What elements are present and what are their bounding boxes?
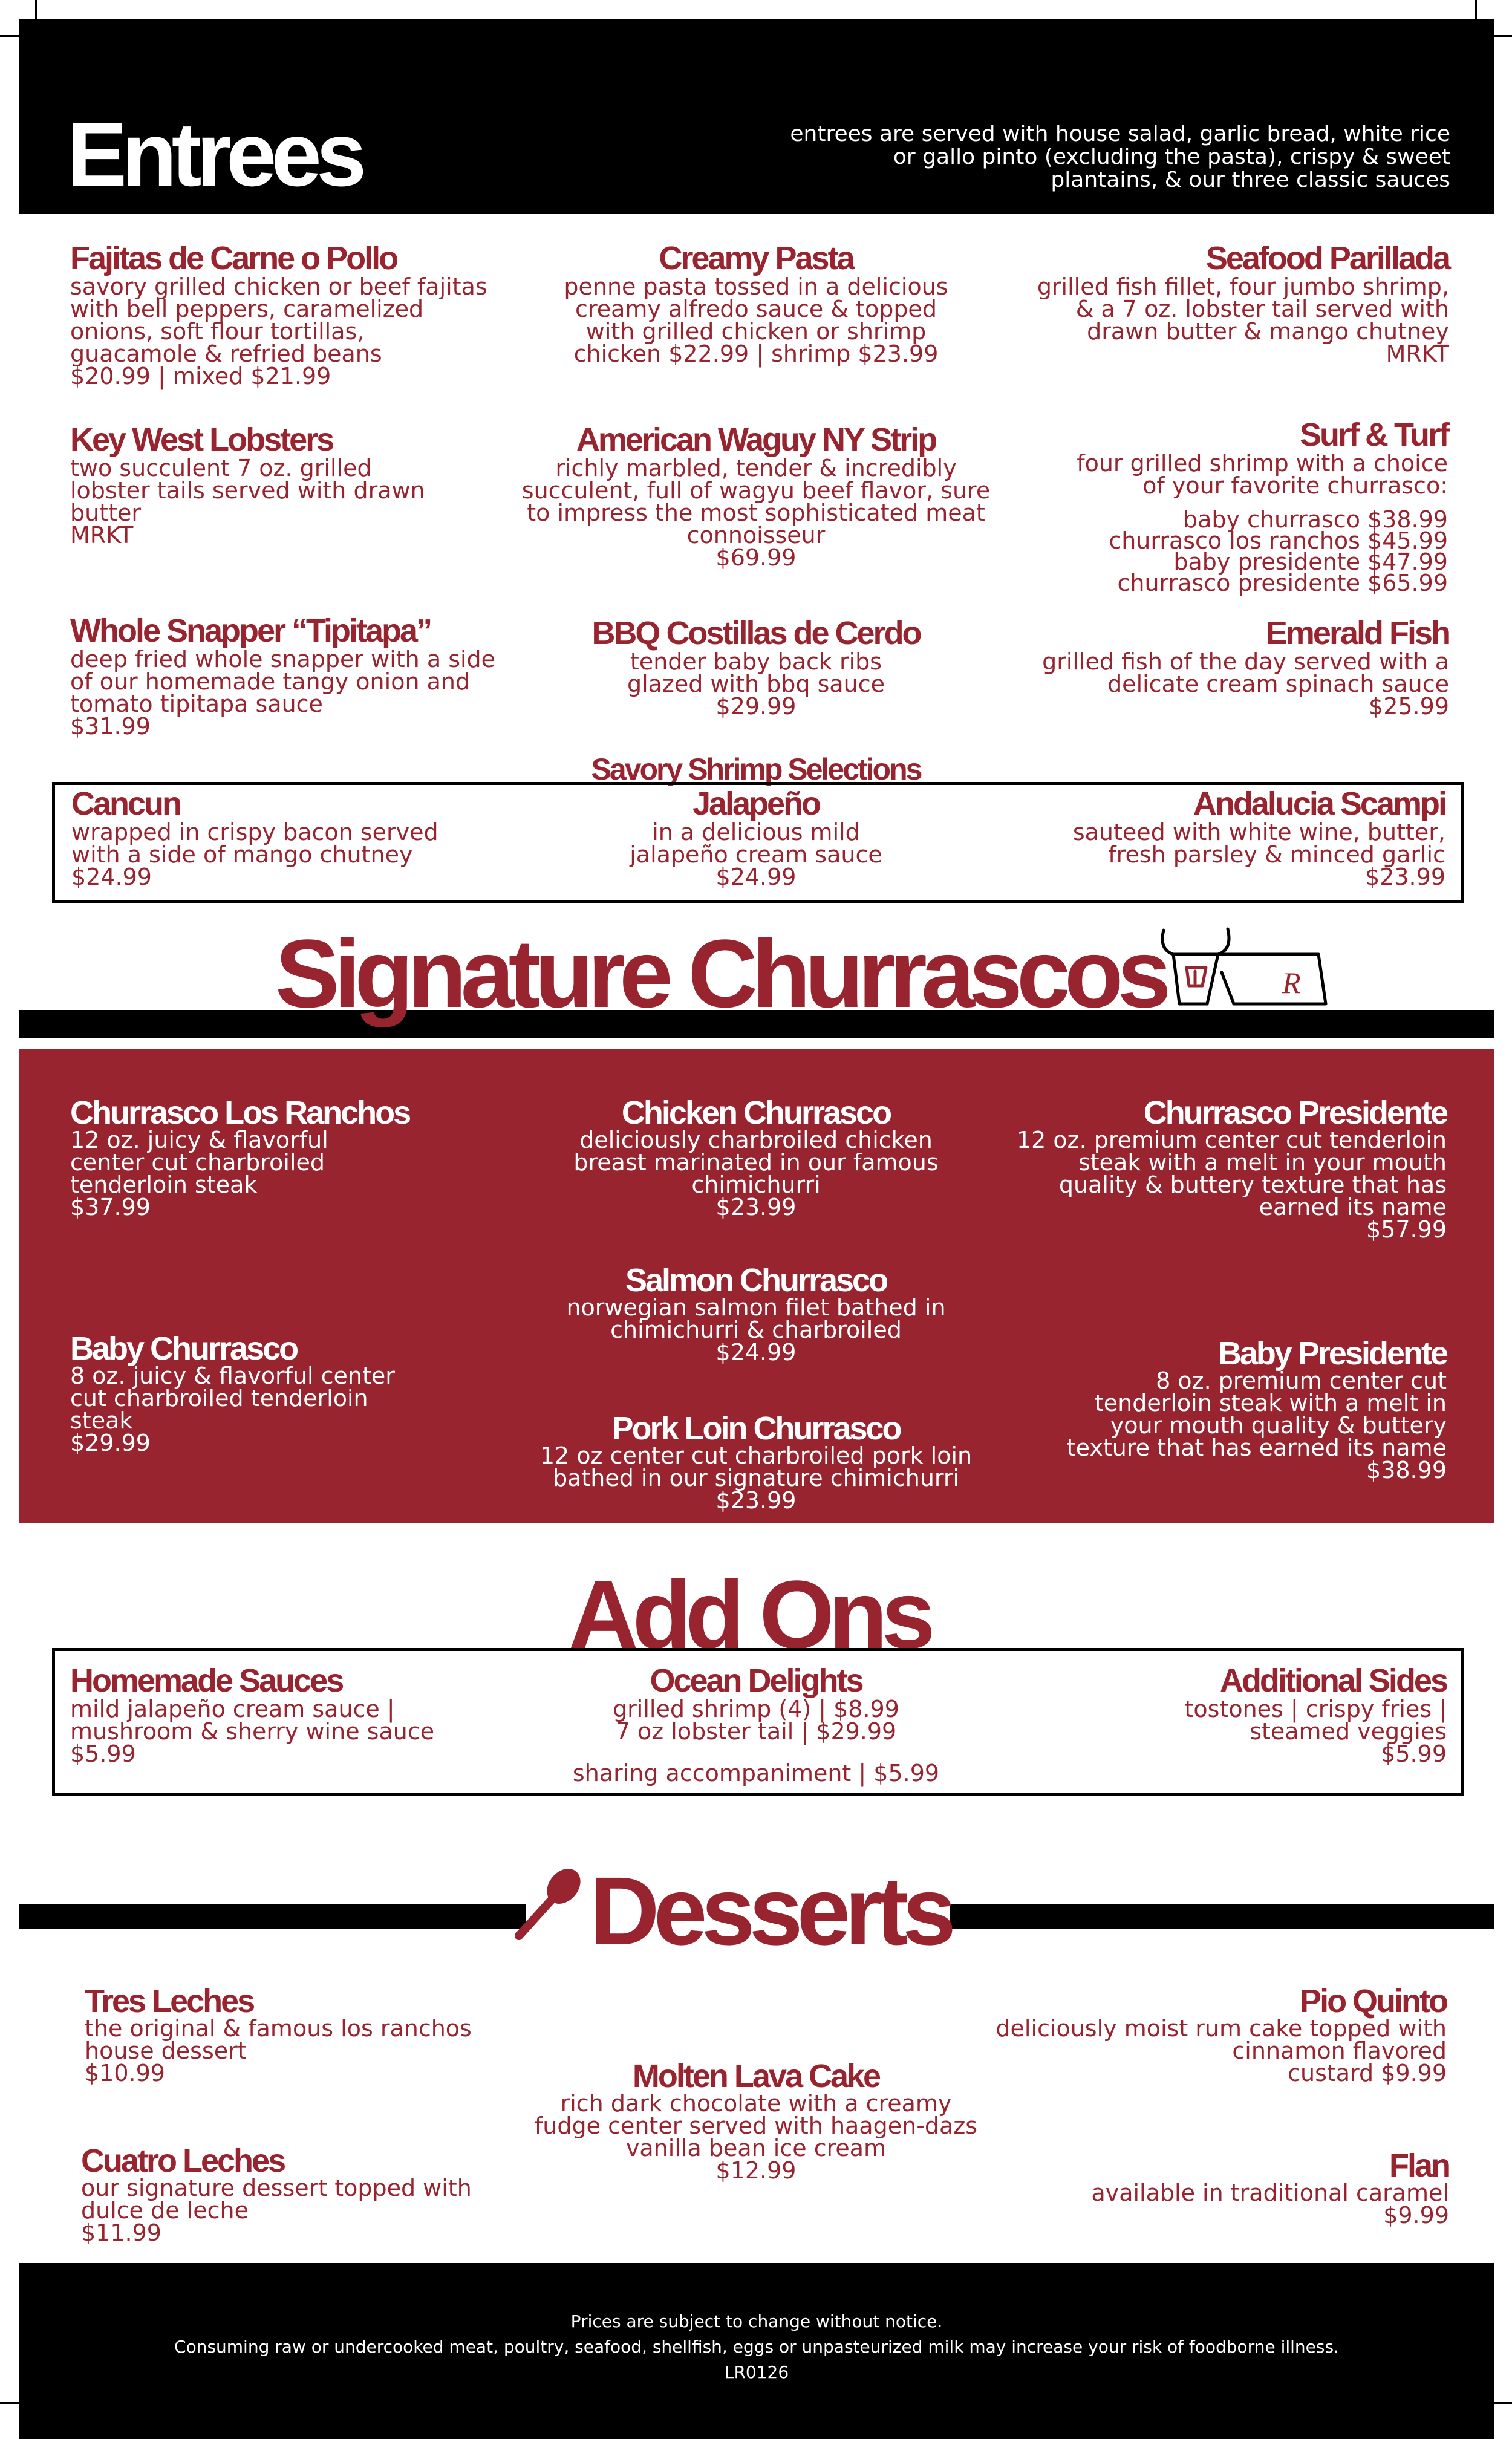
item-price: $57.99 bbox=[1366, 1216, 1447, 1243]
option-line: churrasco los ranchos $45.99 bbox=[1109, 527, 1448, 554]
item-name: Baby Churrasco bbox=[70, 1330, 298, 1367]
item-line: onions, soft flour tortillas, bbox=[70, 318, 365, 345]
item-line: deep fried whole snapper with a side bbox=[70, 646, 496, 672]
dessert-item bbox=[1091, 2149, 1449, 2227]
note-line: plantains, & our three classic sauces bbox=[1051, 168, 1450, 192]
note-line: or gallo pinto (excluding the pasta), crispy & sweet bbox=[893, 145, 1450, 169]
svg-text:R: R bbox=[1282, 966, 1301, 1000]
item-name: Surf & Turf bbox=[1300, 417, 1448, 453]
item-name: Tres Leches bbox=[85, 1983, 254, 2019]
churrasco-item bbox=[514, 1096, 998, 1219]
item-line: chimichurri bbox=[691, 1171, 821, 1198]
note-line: entrees are served with house salad, garlic bread, white rice bbox=[790, 122, 1450, 146]
item-price: $20.99 | mixed $21.99 bbox=[70, 363, 331, 389]
item-name: Jalapeño bbox=[692, 786, 820, 822]
section-divider-bar bbox=[19, 1904, 526, 1929]
item-name: Andalucia Scampi bbox=[1193, 786, 1445, 822]
item-line: of your favorite churrasco: bbox=[1142, 472, 1448, 499]
item-price: $24.99 bbox=[71, 864, 152, 890]
footer-line: Prices are subject to change without notice. bbox=[570, 2311, 943, 2331]
item-line: two succulent 7 oz. grilled bbox=[70, 455, 372, 481]
item-line: grilled shrimp (4) | $8.99 bbox=[613, 1696, 899, 1722]
item-name: Creamy Pasta bbox=[659, 240, 853, 276]
crop-mark bbox=[35, 0, 37, 19]
entree-item bbox=[514, 242, 998, 365]
item-line: sharing accompaniment | $5.99 bbox=[572, 1760, 940, 1786]
item-name: Key West Lobsters bbox=[70, 422, 333, 458]
item-line: mushroom & sherry wine sauce bbox=[70, 1718, 435, 1745]
churrasco-item bbox=[514, 1264, 998, 1364]
item-price: $23.99 bbox=[715, 1487, 797, 1514]
item-line: of our homemade tangy onion and bbox=[70, 668, 471, 695]
dessert-item bbox=[514, 2060, 998, 2182]
item-line: 12 oz center cut charbroiled pork loin bbox=[539, 1442, 973, 1469]
item-line: earned its name bbox=[1259, 1194, 1447, 1220]
item-line: 12 oz. juicy & flavorful bbox=[70, 1127, 328, 1153]
dessert-item bbox=[85, 1985, 472, 2085]
crop-mark bbox=[1493, 35, 1512, 37]
entrees-title: Entrees bbox=[67, 103, 362, 205]
item-name: Flan bbox=[1389, 2148, 1449, 2184]
option-line: baby presidente $47.99 bbox=[1173, 549, 1448, 575]
item-line: 8 oz. juicy & flavorful center bbox=[70, 1363, 395, 1389]
item-line: steamed veggies bbox=[1250, 1718, 1447, 1745]
item-line: fresh parsley & minced garlic bbox=[1108, 841, 1445, 868]
item-line: in a delicious mild bbox=[652, 819, 860, 845]
item-line: creamy alfredo sauce & topped bbox=[575, 296, 937, 322]
item-name: Salmon Churrasco bbox=[625, 1262, 887, 1298]
churrasco-item bbox=[1017, 1096, 1447, 1241]
item-line: lobster tails served with drawn bbox=[70, 477, 425, 504]
item-line: chimichurri & charbroiled bbox=[610, 1317, 902, 1343]
addon-item bbox=[1185, 1664, 1447, 1765]
item-name: Homemade Sauces bbox=[70, 1662, 343, 1699]
item-line: rich dark chocolate with a creamy bbox=[560, 2090, 952, 2117]
crop-mark bbox=[0, 2402, 19, 2404]
item-name: Fajitas de Carne o Pollo bbox=[70, 240, 397, 276]
item-line: connoisseur bbox=[686, 522, 826, 549]
entree-item bbox=[70, 242, 487, 388]
item-price: chicken $22.99 | shrimp $23.99 bbox=[573, 340, 939, 367]
item-line: 8 oz. premium center cut bbox=[1156, 1367, 1447, 1394]
item-price: $11.99 bbox=[81, 2219, 161, 2246]
item-line: dulce de leche bbox=[81, 2197, 249, 2224]
item-name: Ocean Delights bbox=[650, 1662, 862, 1699]
footer-line: Consuming raw or undercooked meat, poultry, seafood, shellfish, eggs or unpasteurized milk may increase your risk of foodborne illness. bbox=[174, 2337, 1339, 2357]
item-name: American Waguy NY Strip bbox=[576, 422, 936, 458]
item-line: grilled fish fillet, four jumbo shrimp, bbox=[1037, 273, 1449, 300]
entree-item bbox=[1037, 242, 1449, 365]
item-line: succulent, full of wagyu beef flavor, sure bbox=[521, 477, 991, 504]
item-price: $29.99 bbox=[70, 1430, 151, 1456]
item-line: guacamole & refried beans bbox=[70, 340, 382, 367]
entree-item bbox=[70, 423, 425, 547]
shrimp-item bbox=[514, 787, 998, 888]
item-name: Seafood Parillada bbox=[1205, 240, 1449, 276]
item-line: vanilla bean ice cream bbox=[625, 2135, 887, 2161]
item-line: breast marinated in our famous bbox=[573, 1149, 939, 1176]
item-line: penne pasta tossed in a delicious bbox=[564, 273, 948, 300]
item-line: butter bbox=[70, 500, 142, 526]
item-line: house dessert bbox=[85, 2037, 247, 2064]
item-line: steak with a melt in your mouth bbox=[1078, 1149, 1447, 1176]
item-line: deliciously charbroiled chicken bbox=[579, 1127, 933, 1153]
item-price: $29.99 bbox=[715, 693, 797, 720]
item-line: to impress the most sophisticated meat bbox=[527, 500, 985, 526]
item-line: with grilled chicken or shrimp bbox=[585, 318, 927, 345]
item-line: sauteed with white wine, butter, bbox=[1072, 819, 1445, 845]
option-line: baby churrasco $38.99 bbox=[1182, 506, 1448, 533]
item-price: $37.99 bbox=[70, 1194, 151, 1220]
churrasco-item bbox=[1067, 1337, 1447, 1482]
item-price: $9.99 bbox=[1383, 2202, 1449, 2229]
dessert-item bbox=[996, 1985, 1447, 2085]
item-line: bathed in our signature chimichurri bbox=[552, 1465, 960, 1491]
item-line: glazed with bbq sauce bbox=[627, 671, 885, 697]
item-line: the original & famous los ranchos bbox=[85, 2015, 472, 2042]
item-line: deliciously moist rum cake topped with bbox=[996, 2015, 1447, 2042]
churrasco-item bbox=[514, 1412, 998, 1512]
item-name: Additional Sides bbox=[1219, 1662, 1447, 1699]
item-line: available in traditional caramel bbox=[1091, 2180, 1449, 2206]
shrimp-section-title: Savory Shrimp Selections bbox=[591, 752, 921, 786]
item-name: Molten Lava Cake bbox=[632, 2058, 880, 2094]
item-line: with bell peppers, caramelized bbox=[70, 296, 424, 322]
churrascos-panel bbox=[19, 1049, 1494, 1523]
item-price: $31.99 bbox=[70, 713, 151, 740]
footer bbox=[19, 2263, 1494, 2439]
bull-icon bbox=[1155, 925, 1331, 1016]
item-line: richly marbled, tender & incredibly bbox=[555, 455, 957, 481]
item-price: $38.99 bbox=[1366, 1457, 1447, 1483]
item-name: Churrasco Los Ranchos bbox=[70, 1095, 410, 1131]
item-name: Cuatro Leches bbox=[81, 2143, 285, 2179]
entree-item bbox=[1077, 418, 1448, 594]
item-line: cinnamon flavored bbox=[1232, 2037, 1447, 2064]
crop-mark bbox=[0, 35, 19, 37]
item-line: jalapeño cream sauce bbox=[630, 841, 882, 868]
item-line: texture that has earned its name bbox=[1066, 1434, 1447, 1461]
item-name: Pio Quinto bbox=[1300, 1983, 1447, 2019]
item-line: & a 7 oz. lobster tail served with bbox=[1075, 296, 1449, 322]
item-price: MRKT bbox=[1386, 340, 1449, 367]
item-price: $5.99 bbox=[70, 1741, 136, 1767]
item-line: tostones | crispy fries | bbox=[1184, 1696, 1447, 1722]
item-line: 12 oz. premium center cut tenderloin bbox=[1016, 1127, 1447, 1153]
item-price: $25.99 bbox=[1369, 693, 1449, 720]
item-line: tenderloin steak bbox=[70, 1171, 258, 1198]
item-line: quality & buttery texture that has bbox=[1058, 1171, 1447, 1198]
item-line: delicate cream spinach sauce bbox=[1107, 671, 1449, 697]
item-line: grilled fish of the day served with a bbox=[1042, 648, 1449, 675]
footer-line: LR0126 bbox=[724, 2362, 789, 2382]
item-line: fudge center served with haagen-dazs bbox=[534, 2112, 978, 2139]
item-line: tomato tipitapa sauce bbox=[70, 691, 323, 717]
item-line: savory grilled chicken or beef fajitas bbox=[70, 273, 487, 300]
desserts-title: Desserts bbox=[590, 1857, 951, 1965]
shrimp-item bbox=[1073, 787, 1445, 888]
item-price: $24.99 bbox=[715, 1339, 797, 1366]
churrascos-title: Signature Churrascos bbox=[275, 919, 1165, 1027]
addon-item bbox=[514, 1664, 998, 1785]
churrasco-item bbox=[70, 1332, 395, 1454]
item-line: your mouth quality & buttery bbox=[1110, 1412, 1447, 1439]
item-price: $5.99 bbox=[1381, 1741, 1447, 1767]
entrees-note bbox=[604, 123, 1450, 192]
item-line: tender baby back ribs bbox=[630, 648, 882, 675]
item-line: tenderloin steak with a melt in bbox=[1094, 1390, 1447, 1416]
item-price: $24.99 bbox=[715, 864, 797, 890]
item-price: custard $9.99 bbox=[1288, 2060, 1447, 2086]
entree-item bbox=[1042, 617, 1449, 718]
shrimp-item bbox=[71, 787, 438, 888]
churrasco-item bbox=[70, 1096, 409, 1219]
item-price: $10.99 bbox=[85, 2060, 165, 2086]
entree-item bbox=[70, 614, 495, 738]
addons-title: Add Ons bbox=[569, 1560, 930, 1669]
item-name: Cancun bbox=[71, 786, 181, 822]
item-line: our signature dessert topped with bbox=[81, 2175, 472, 2201]
entree-item bbox=[514, 617, 998, 718]
item-line: wrapped in crispy bacon served bbox=[71, 819, 438, 845]
item-line: steak bbox=[70, 1407, 133, 1434]
option-line: churrasco presidente $65.99 bbox=[1117, 570, 1448, 596]
item-price: MRKT bbox=[70, 522, 134, 549]
item-price: $69.99 bbox=[715, 544, 797, 571]
item-name: BBQ Costillas de Cerdo bbox=[591, 615, 921, 651]
item-line: norwegian salmon filet bathed in bbox=[566, 1294, 946, 1321]
item-line: mild jalapeño cream sauce | bbox=[70, 1696, 395, 1722]
item-line: drawn butter & mango chutney bbox=[1087, 318, 1449, 345]
item-price: $23.99 bbox=[1365, 864, 1445, 890]
section-divider-bar bbox=[950, 1904, 1494, 1929]
crop-mark bbox=[1475, 0, 1477, 19]
item-price: $23.99 bbox=[715, 1194, 797, 1220]
item-price: $12.99 bbox=[715, 2157, 797, 2184]
item-name: Whole Snapper “Tipitapa” bbox=[70, 613, 431, 649]
item-line: cut charbroiled tenderloin bbox=[70, 1385, 368, 1412]
item-line: with a side of mango chutney bbox=[71, 841, 413, 868]
dessert-item bbox=[81, 2144, 472, 2244]
item-name: Emerald Fish bbox=[1265, 615, 1449, 651]
item-line: 7 oz lobster tail | $29.99 bbox=[615, 1718, 897, 1745]
entree-item bbox=[496, 423, 1016, 569]
item-line: four grilled shrimp with a choice bbox=[1077, 450, 1448, 477]
item-name: Churrasco Presidente bbox=[1143, 1095, 1447, 1131]
item-name: Pork Loin Churrasco bbox=[611, 1410, 901, 1447]
item-name: Baby Presidente bbox=[1217, 1335, 1447, 1372]
spoon-icon bbox=[513, 1866, 585, 1944]
crop-mark bbox=[1493, 2402, 1512, 2404]
item-name: Chicken Churrasco bbox=[621, 1095, 891, 1131]
item-line: center cut charbroiled bbox=[70, 1149, 325, 1176]
addon-item bbox=[70, 1664, 434, 1765]
